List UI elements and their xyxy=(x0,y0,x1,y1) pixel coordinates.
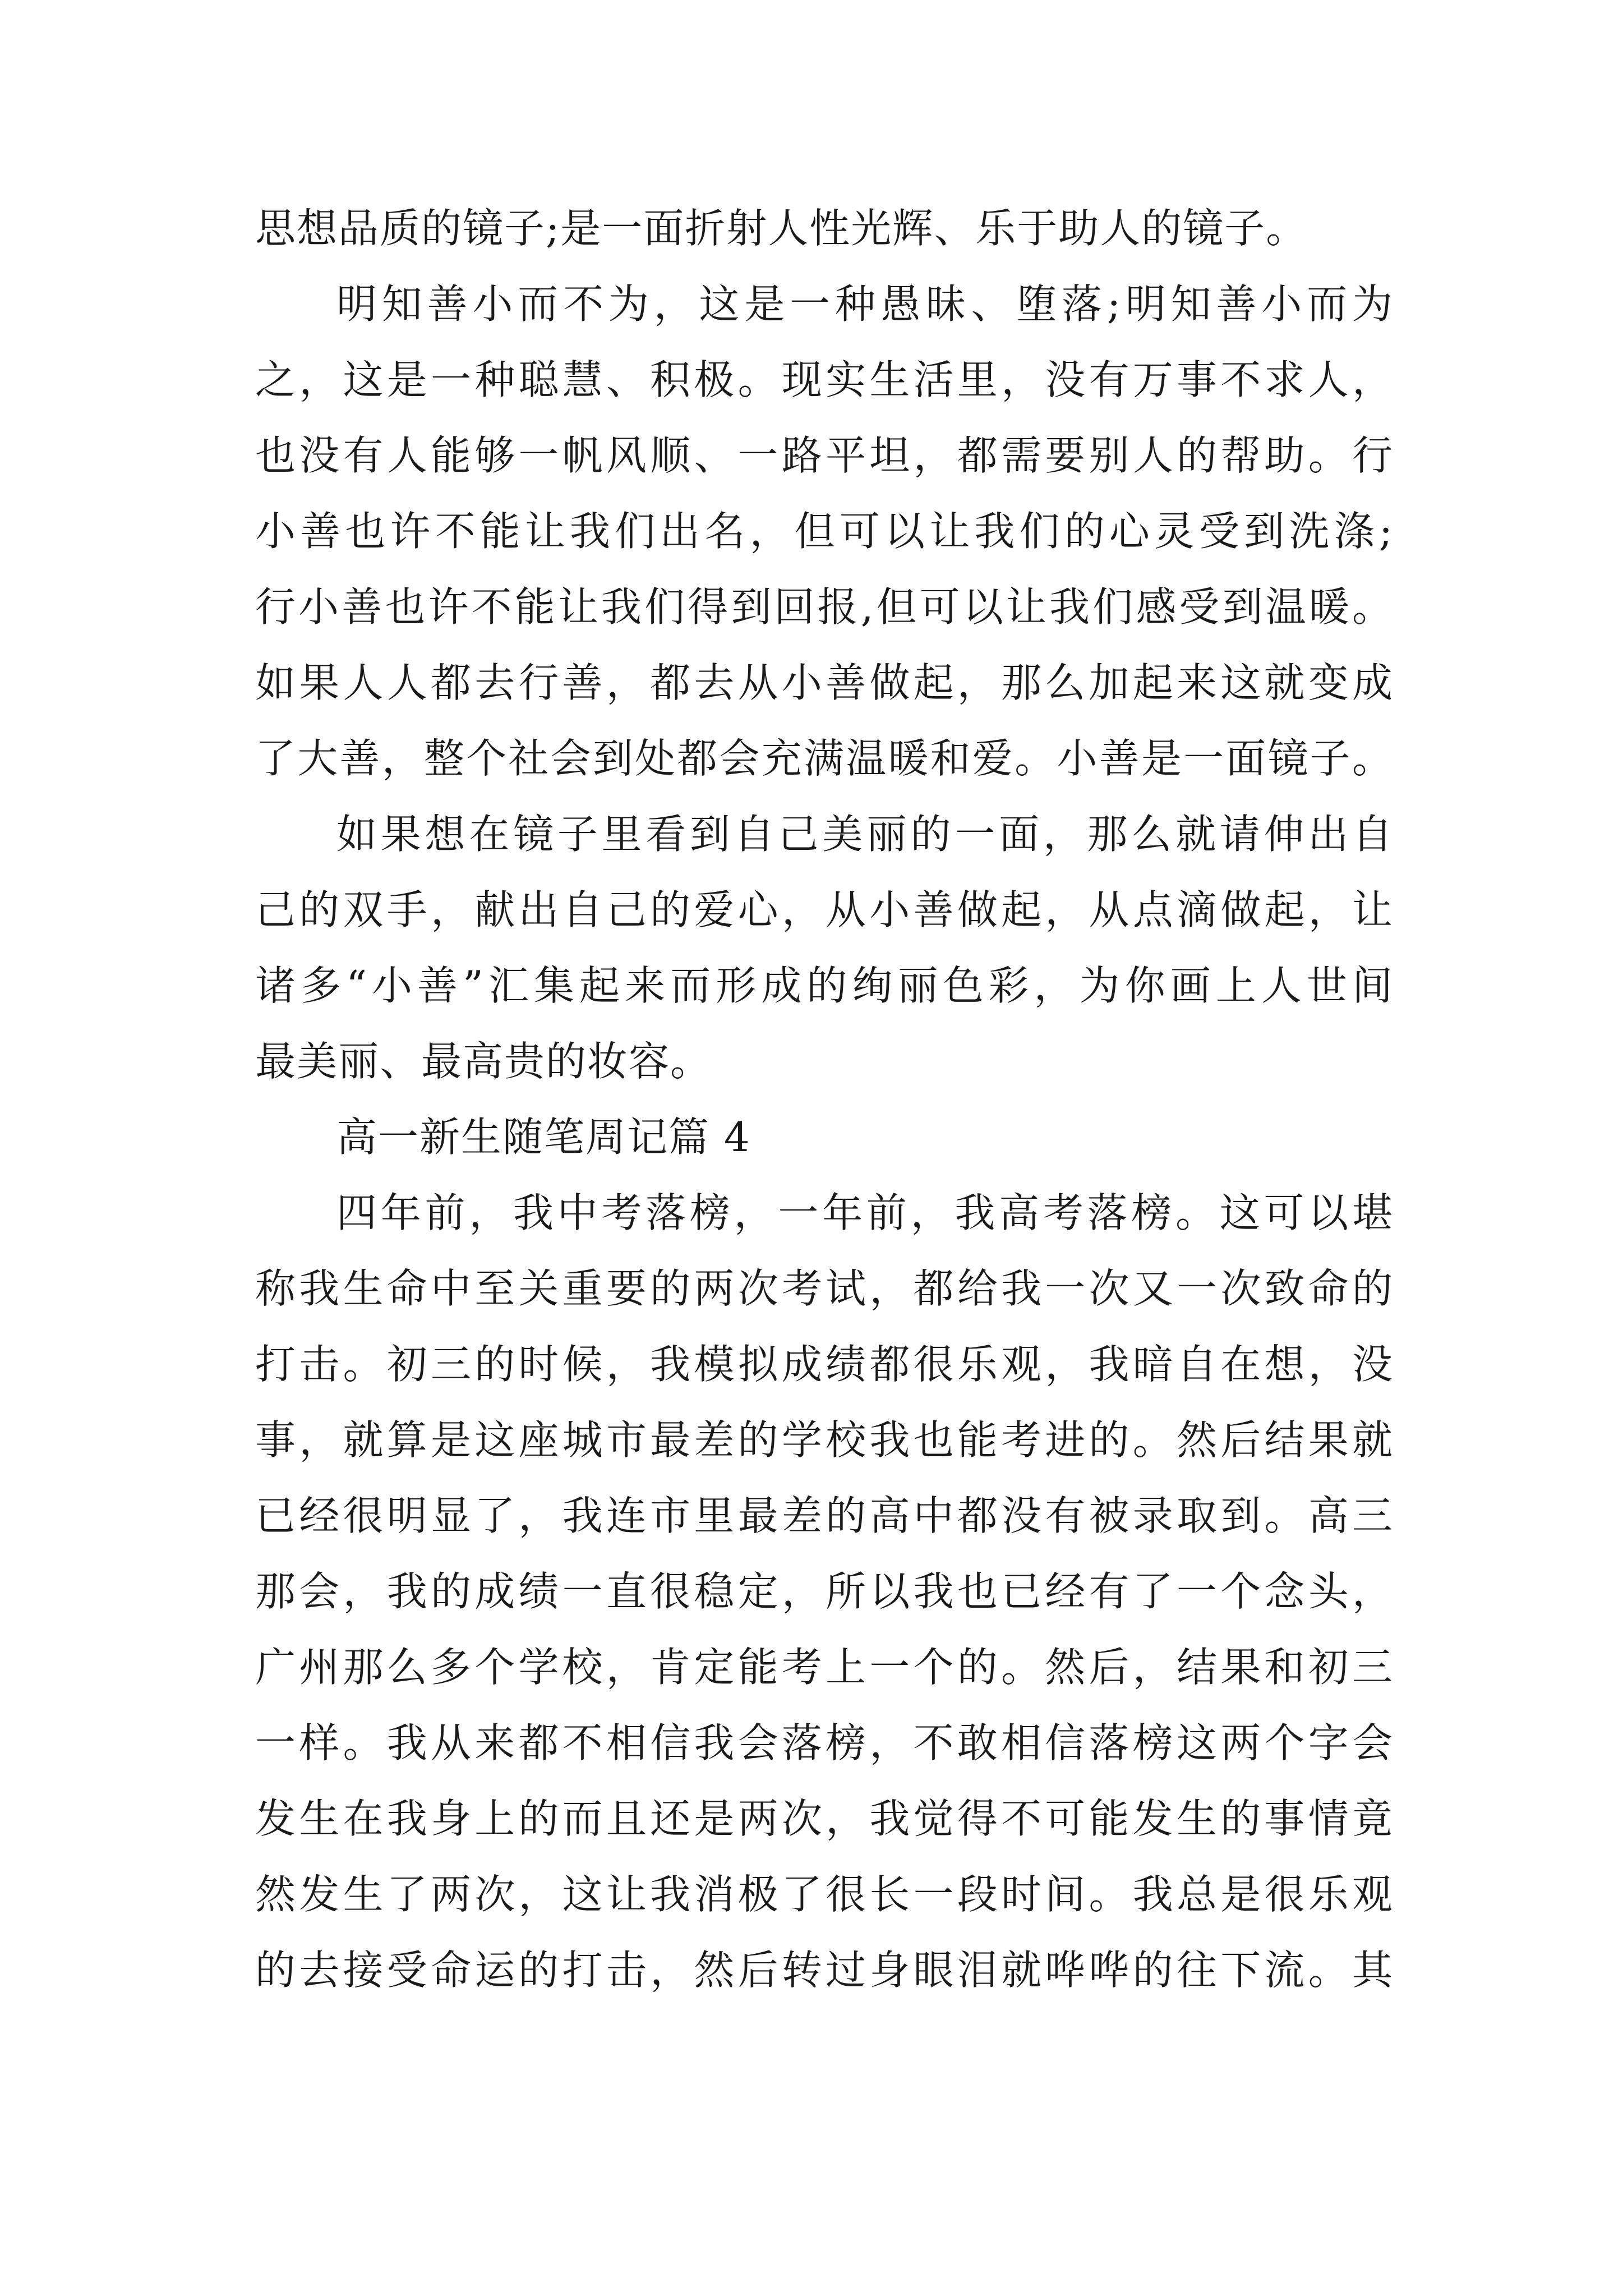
text-line: 思想品质的镜子;是一面折射人性光辉、乐于助人的镜子。 xyxy=(255,205,1308,252)
text-line: 行小善也许不能让我们得到回报,但可以让我们感受到温暖。 xyxy=(255,583,1394,631)
paragraph-first-line: 四年前，我中考落榜，一年前，我高考落榜。这可以堪 xyxy=(336,1189,1394,1236)
text-line: 己的双手，献出自己的爱心，从小善做起，从点滴做起，让 xyxy=(255,886,1394,933)
text-line: 事，就算是这座城市最差的学校我也能考进的。然后结果就 xyxy=(255,1416,1394,1464)
text-line: 然发生了两次，这让我消极了很长一段时间。我总是很乐观 xyxy=(255,1871,1394,1918)
text-line: 最美丽、最高贵的妆容。 xyxy=(255,1038,712,1085)
text-line: 小善也许不能让我们出名，但可以让我们的心灵受到洗涤; xyxy=(255,508,1394,555)
text-line: 一样。我从来都不相信我会落榜，不敢相信落榜这两个字会 xyxy=(255,1719,1394,1766)
paragraph-first-line: 明知善小而不为，这是一种愚昧、堕落;明知善小而为 xyxy=(336,280,1394,328)
paragraph-first-line: 如果想在镜子里看到自己美丽的一面，那么就请伸出自 xyxy=(336,811,1394,858)
text-line: 之，这是一种聪慧、积极。现实生活里，没有万事不求人， xyxy=(255,356,1394,403)
text-line: 了大善，整个社会到处都会充满温暖和爱。小善是一面镜子。 xyxy=(255,735,1394,782)
text-line: 广州那么多个学校，肯定能考上一个的。然后，结果和初三 xyxy=(255,1644,1394,1691)
text-line: 那会，我的成绩一直很稳定，所以我也已经有了一个念头， xyxy=(255,1568,1394,1615)
text-line: 也没有人能够一帆风顺、一路平坦，都需要别人的帮助。行 xyxy=(255,432,1394,479)
text-line: 如果人人都去行善，都去从小善做起，那么加起来这就变成 xyxy=(255,659,1394,706)
text-line: 打击。初三的时候，我模拟成绩都很乐观，我暗自在想，没 xyxy=(255,1341,1394,1388)
section-heading: 高一新生随笔周记篇 4 xyxy=(336,1114,751,1161)
text-line: 称我生命中至关重要的两次考试，都给我一次又一次致命的 xyxy=(255,1265,1394,1312)
text-line: 诸多“小善”汇集起来而形成的绚丽色彩，为你画上人世间 xyxy=(255,962,1394,1009)
text-line: 已经很明显了，我连市里最差的高中都没有被录取到。高三 xyxy=(255,1492,1394,1539)
text-line: 的去接受命运的打击，然后转过身眼泪就哗哗的往下流。其 xyxy=(255,1947,1394,1994)
text-line: 发生在我身上的而且还是两次，我觉得不可能发生的事情竟 xyxy=(255,1795,1394,1842)
